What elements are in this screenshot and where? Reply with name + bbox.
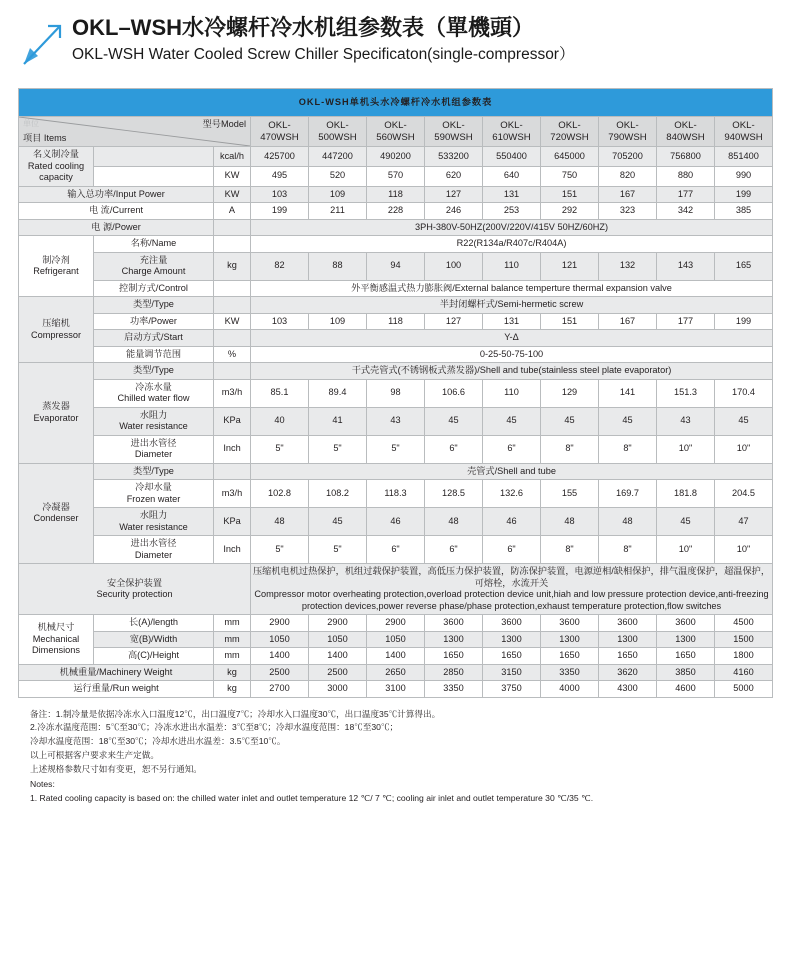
row-value: 570 bbox=[367, 166, 425, 186]
row-value: 3000 bbox=[309, 681, 367, 698]
table-row bbox=[19, 147, 773, 167]
row-value: 89.4 bbox=[309, 379, 367, 407]
row-merged-value: 外平衡感温式热力膨胀阀/External balance temperture thermal expansion valve bbox=[251, 280, 773, 297]
row-label: 类型/Type bbox=[94, 463, 214, 480]
table-row bbox=[19, 508, 773, 536]
row-value: 4160 bbox=[715, 664, 773, 681]
row-value: 1800 bbox=[715, 648, 773, 665]
spec-table bbox=[18, 88, 773, 698]
row-value: 6" bbox=[483, 536, 541, 564]
table-row bbox=[19, 346, 773, 363]
row-unit bbox=[214, 236, 251, 253]
row-value: 45 bbox=[309, 508, 367, 536]
dimension-row bbox=[19, 615, 773, 632]
row-value: 199 bbox=[251, 203, 309, 220]
weight-row bbox=[19, 664, 773, 681]
security-label: 安全保护装置 Security protection bbox=[19, 564, 251, 615]
row-value: 132 bbox=[599, 252, 657, 280]
row-value: 131 bbox=[483, 186, 541, 203]
row-value: 1300 bbox=[541, 631, 599, 648]
row-unit: kg bbox=[214, 681, 251, 698]
row-value: 6" bbox=[483, 435, 541, 463]
row-unit: A bbox=[214, 203, 251, 220]
row-unit: KW bbox=[214, 166, 251, 186]
row-value: 990 bbox=[715, 166, 773, 186]
row-value: 143 bbox=[657, 252, 715, 280]
row-value: 199 bbox=[715, 186, 773, 203]
row-value: 45 bbox=[657, 508, 715, 536]
row-value: 1300 bbox=[425, 631, 483, 648]
row-merged-value: Y-Δ bbox=[251, 330, 773, 347]
row-unit bbox=[214, 297, 251, 314]
model-header-1: OKL- 500WSH bbox=[309, 117, 367, 147]
row-value: 151 bbox=[541, 186, 599, 203]
row-value: 167 bbox=[599, 313, 657, 330]
row-value: 131 bbox=[483, 313, 541, 330]
row-value: 550400 bbox=[483, 147, 541, 167]
row-value: 3620 bbox=[599, 664, 657, 681]
row-value: 8" bbox=[541, 435, 599, 463]
row-value: 2700 bbox=[251, 681, 309, 698]
model-header-4: OKL- 610WSH bbox=[483, 117, 541, 147]
page-header bbox=[0, 0, 790, 76]
row-value: 4000 bbox=[541, 681, 599, 698]
row-value: 8" bbox=[599, 536, 657, 564]
table-row bbox=[19, 313, 773, 330]
row-value: 1300 bbox=[483, 631, 541, 648]
row-value: 6" bbox=[425, 536, 483, 564]
row-value: 88 bbox=[309, 252, 367, 280]
row-value: 3600 bbox=[599, 615, 657, 632]
row-value: 118 bbox=[367, 186, 425, 203]
row-value: 3750 bbox=[483, 681, 541, 698]
row-value: 10" bbox=[715, 536, 773, 564]
row-value: 1650 bbox=[483, 648, 541, 665]
row-label bbox=[94, 166, 214, 186]
row-value: 228 bbox=[367, 203, 425, 220]
row-value: 110 bbox=[483, 252, 541, 280]
row-value: 2500 bbox=[251, 664, 309, 681]
row-value: 170.4 bbox=[715, 379, 773, 407]
row-label: 启动方式/Start bbox=[94, 330, 214, 347]
row-value: 109 bbox=[309, 186, 367, 203]
row-value: 10" bbox=[657, 435, 715, 463]
row-value: 43 bbox=[657, 407, 715, 435]
row-value: 103 bbox=[251, 186, 309, 203]
row-value: 10" bbox=[715, 435, 773, 463]
row-merged-value: 干式壳管式(不锈钢板式蒸发器)/Shell and tube(stainless steel plate evaporator) bbox=[251, 363, 773, 380]
row-value: 425700 bbox=[251, 147, 309, 167]
row-value: 121 bbox=[541, 252, 599, 280]
note-line-cn: 2.冷冻水温度范围：5℃至30℃；冷冻水进出水温差：3℃至8℃；冷却水温度范围：18℃至30℃； bbox=[30, 722, 399, 733]
row-value: 495 bbox=[251, 166, 309, 186]
row-value: 151 bbox=[541, 313, 599, 330]
row-value: 756800 bbox=[657, 147, 715, 167]
row-value: 85.1 bbox=[251, 379, 309, 407]
row-value: 204.5 bbox=[715, 480, 773, 508]
row-value: 1500 bbox=[715, 631, 773, 648]
arrow-logo-icon bbox=[18, 18, 70, 70]
row-value: 98 bbox=[367, 379, 425, 407]
note-line-cn: 上述规格参数尺寸如有变更，恕不另行通知。 bbox=[30, 763, 202, 774]
page-subtitle: OKL-WSH Water Cooled Screw Chiller Specificaton(single-compressor） bbox=[72, 45, 575, 63]
row-merged-value: R22(R134a/R407c/R404A) bbox=[251, 236, 773, 253]
row-value: 3600 bbox=[541, 615, 599, 632]
row-value: 10" bbox=[657, 536, 715, 564]
note-line-cn: 冷却水温度范围：18℃至30℃；冷却水进出水温差：3.5℃至10℃。 bbox=[30, 736, 286, 746]
table-row bbox=[19, 166, 773, 186]
row-value: 45 bbox=[541, 407, 599, 435]
table-row bbox=[19, 536, 773, 564]
unit-ghost-label: 单位 bbox=[23, 119, 39, 128]
items-label: 项目 Items bbox=[23, 132, 67, 143]
row-value: 292 bbox=[541, 203, 599, 220]
row-unit: Inch bbox=[214, 536, 251, 564]
row-value: 3350 bbox=[425, 681, 483, 698]
row-label: 冷却水量 Frozen water bbox=[94, 480, 214, 508]
row-label: 电 流/Current bbox=[19, 203, 214, 220]
note-line-en: 1. Rated cooling capacity is based on: the chilled water inlet and outlet temperature 12 ℃/ 7 ℃; cooling air inlet and outlet temperature 30 ℃/35 ℃. bbox=[30, 793, 594, 803]
row-label: 能量调节范围 bbox=[94, 346, 214, 363]
row-value: 5" bbox=[251, 536, 309, 564]
row-value: 103 bbox=[251, 313, 309, 330]
row-value: 851400 bbox=[715, 147, 773, 167]
row-value: 118 bbox=[367, 313, 425, 330]
row-unit: mm bbox=[214, 615, 251, 632]
row-unit: KPa bbox=[214, 407, 251, 435]
row-label: 水阻力 Water resistance bbox=[94, 508, 214, 536]
row-label: 进出水管径 Diameter bbox=[94, 536, 214, 564]
row-value: 5" bbox=[367, 435, 425, 463]
row-value: 533200 bbox=[425, 147, 483, 167]
row-unit: m3/h bbox=[214, 480, 251, 508]
row-value: 5000 bbox=[715, 681, 773, 698]
row-unit: Inch bbox=[214, 435, 251, 463]
row-value: 3850 bbox=[657, 664, 715, 681]
row-value: 45 bbox=[715, 407, 773, 435]
row-value: 177 bbox=[657, 186, 715, 203]
row-value: 211 bbox=[309, 203, 367, 220]
row-value: 108.2 bbox=[309, 480, 367, 508]
row-group-label: 蒸发器 Evaporator bbox=[19, 363, 94, 464]
weight-row bbox=[19, 681, 773, 698]
model-header-5: OKL- 720WSH bbox=[541, 117, 599, 147]
row-value: 141 bbox=[599, 379, 657, 407]
row-value: 520 bbox=[309, 166, 367, 186]
row-value: 640 bbox=[483, 166, 541, 186]
row-value: 40 bbox=[251, 407, 309, 435]
row-value: 48 bbox=[251, 508, 309, 536]
row-value: 48 bbox=[599, 508, 657, 536]
row-value: 45 bbox=[599, 407, 657, 435]
table-row bbox=[19, 203, 773, 220]
row-value: 6" bbox=[425, 435, 483, 463]
row-value: 1650 bbox=[541, 648, 599, 665]
row-value: 169.7 bbox=[599, 480, 657, 508]
row-value: 82 bbox=[251, 252, 309, 280]
row-value: 705200 bbox=[599, 147, 657, 167]
row-label: 进出水管径 Diameter bbox=[94, 435, 214, 463]
row-group-label: 冷凝器 Condenser bbox=[19, 463, 94, 564]
row-value: 48 bbox=[425, 508, 483, 536]
row-value: 45 bbox=[483, 407, 541, 435]
model-header-7: OKL- 840WSH bbox=[657, 117, 715, 147]
row-label: 运行重量/Run weight bbox=[19, 681, 214, 698]
row-value: 165 bbox=[715, 252, 773, 280]
row-value: 181.8 bbox=[657, 480, 715, 508]
row-unit: kg bbox=[214, 252, 251, 280]
row-unit bbox=[214, 280, 251, 297]
row-value: 4600 bbox=[657, 681, 715, 698]
row-value: 750 bbox=[541, 166, 599, 186]
row-unit: mm bbox=[214, 631, 251, 648]
row-value: 2500 bbox=[309, 664, 367, 681]
row-label: 宽(B)/Width bbox=[94, 631, 214, 648]
row-value: 447200 bbox=[309, 147, 367, 167]
corner-header-cell bbox=[19, 117, 251, 147]
row-label: 长(A)/length bbox=[94, 615, 214, 632]
row-label: 功率/Power bbox=[94, 313, 214, 330]
row-value: 8" bbox=[599, 435, 657, 463]
row-value: 46 bbox=[367, 508, 425, 536]
row-label bbox=[94, 147, 214, 167]
row-value: 46 bbox=[483, 508, 541, 536]
table-row bbox=[19, 463, 773, 480]
row-value: 3600 bbox=[425, 615, 483, 632]
row-value: 2650 bbox=[367, 664, 425, 681]
row-value: 127 bbox=[425, 186, 483, 203]
row-group-label: 制冷剂 Refrigerant bbox=[19, 236, 94, 297]
table-banner-row bbox=[19, 89, 773, 117]
row-value: 1050 bbox=[309, 631, 367, 648]
row-value: 199 bbox=[715, 313, 773, 330]
row-value: 4300 bbox=[599, 681, 657, 698]
row-value: 4500 bbox=[715, 615, 773, 632]
row-label: 名称/Name bbox=[94, 236, 214, 253]
row-unit: KPa bbox=[214, 508, 251, 536]
row-value: 820 bbox=[599, 166, 657, 186]
row-unit: KW bbox=[214, 186, 251, 203]
row-value: 1050 bbox=[251, 631, 309, 648]
row-merged-value: 壳管式/Shell and tube bbox=[251, 463, 773, 480]
row-value: 3150 bbox=[483, 664, 541, 681]
table-row bbox=[19, 379, 773, 407]
table-row bbox=[19, 407, 773, 435]
table-row bbox=[19, 280, 773, 297]
row-value: 127 bbox=[425, 313, 483, 330]
row-value: 1300 bbox=[657, 631, 715, 648]
dimension-row bbox=[19, 631, 773, 648]
row-value: 102.8 bbox=[251, 480, 309, 508]
row-value: 2850 bbox=[425, 664, 483, 681]
row-value: 385 bbox=[715, 203, 773, 220]
table-row bbox=[19, 236, 773, 253]
row-value: 2900 bbox=[367, 615, 425, 632]
row-value: 1300 bbox=[599, 631, 657, 648]
row-value: 129 bbox=[541, 379, 599, 407]
row-value: 5" bbox=[251, 435, 309, 463]
spec-table-wrap bbox=[0, 76, 790, 698]
row-value: 45 bbox=[425, 407, 483, 435]
note-line-cn: 备注：1.制冷量是依据冷冻水入口温度12℃，出口温度7℃；冷却水入口温度30℃，出口温度35℃计算得出。 bbox=[30, 708, 441, 719]
table-row bbox=[19, 435, 773, 463]
row-value: 342 bbox=[657, 203, 715, 220]
row-unit bbox=[214, 330, 251, 347]
page-title: OKL–WSH水冷螺杆冷水机组参数表（單機頭） bbox=[72, 15, 535, 40]
row-unit: mm bbox=[214, 648, 251, 665]
row-label: 水阻力 Water resistance bbox=[94, 407, 214, 435]
row-value: 2900 bbox=[309, 615, 367, 632]
row-unit bbox=[214, 363, 251, 380]
row-unit bbox=[214, 219, 251, 236]
row-value: 3600 bbox=[657, 615, 715, 632]
model-header-6: OKL- 790WSH bbox=[599, 117, 657, 147]
table-banner: OKL-WSH单机头水冷螺杆冷水机组参数表 bbox=[19, 89, 773, 117]
table-row bbox=[19, 219, 773, 236]
row-label: 冷冻水量 Chilled water flow bbox=[94, 379, 214, 407]
row-value: 3600 bbox=[483, 615, 541, 632]
row-value: 47 bbox=[715, 508, 773, 536]
row-value: 246 bbox=[425, 203, 483, 220]
row-value: 6" bbox=[367, 536, 425, 564]
row-value: 110 bbox=[483, 379, 541, 407]
row-unit: kg bbox=[214, 664, 251, 681]
row-unit: m3/h bbox=[214, 379, 251, 407]
row-value: 106.6 bbox=[425, 379, 483, 407]
row-value: 100 bbox=[425, 252, 483, 280]
model-header-2: OKL- 560WSH bbox=[367, 117, 425, 147]
row-value: 94 bbox=[367, 252, 425, 280]
row-value: 880 bbox=[657, 166, 715, 186]
row-value: 1400 bbox=[251, 648, 309, 665]
row-unit bbox=[214, 463, 251, 480]
row-label: 机械重量/Machinery Weight bbox=[19, 664, 214, 681]
row-value: 253 bbox=[483, 203, 541, 220]
table-row bbox=[19, 480, 773, 508]
row-value: 177 bbox=[657, 313, 715, 330]
security-row bbox=[19, 564, 773, 615]
row-label: 输入总功率/Input Power bbox=[19, 186, 214, 203]
security-text: 压缩机电机过热保护，机组过载保护装置，高低压力保护装置，防冻保护装置，电源逆相/缺相保护，排气温度保护，超温保护，可熔栓，水流开关 Compressor motor overheating protection,overload protection device unit,hiah and low pressure protection device,anti-freezing protection devices,power reverse phase/phase protection,exhaust temperature protection,flow switches bbox=[251, 564, 773, 615]
row-value: 118.3 bbox=[367, 480, 425, 508]
row-value: 128.5 bbox=[425, 480, 483, 508]
notes-en-title: Notes: bbox=[30, 779, 55, 790]
table-row bbox=[19, 186, 773, 203]
row-group-label: 名义制冷量 Rated cooling capacity bbox=[19, 147, 94, 187]
dimension-row bbox=[19, 648, 773, 665]
row-label: 控制方式/Control bbox=[94, 280, 214, 297]
row-label: 类型/Type bbox=[94, 297, 214, 314]
row-value: 5" bbox=[309, 435, 367, 463]
row-label: 高(C)/Height bbox=[94, 648, 214, 665]
dimensions-group-label: 机械尺寸 Mechanical Dimensions bbox=[19, 615, 94, 665]
row-value: 1050 bbox=[367, 631, 425, 648]
row-value: 48 bbox=[541, 508, 599, 536]
note-line-cn: 以上可根据客户要求来生产定做。 bbox=[30, 749, 159, 760]
row-merged-value: 0-25-50-75-100 bbox=[251, 346, 773, 363]
row-unit: KW bbox=[214, 313, 251, 330]
row-unit: kcal/h bbox=[214, 147, 251, 167]
row-value: 151.3 bbox=[657, 379, 715, 407]
row-value: 620 bbox=[425, 166, 483, 186]
row-value: 1400 bbox=[367, 648, 425, 665]
model-header-8: OKL- 940WSH bbox=[715, 117, 773, 147]
model-header-3: OKL- 590WSH bbox=[425, 117, 483, 147]
row-value: 645000 bbox=[541, 147, 599, 167]
row-value: 41 bbox=[309, 407, 367, 435]
row-value: 8" bbox=[541, 536, 599, 564]
row-value: 1650 bbox=[425, 648, 483, 665]
row-label: 电 源/Power bbox=[19, 219, 214, 236]
row-value: 1400 bbox=[309, 648, 367, 665]
model-label: 型号Model bbox=[202, 119, 246, 129]
row-label: 充注量 Charge Amount bbox=[94, 252, 214, 280]
row-value: 323 bbox=[599, 203, 657, 220]
table-row bbox=[19, 363, 773, 380]
row-value: 109 bbox=[309, 313, 367, 330]
model-header-0: OKL- 470WSH bbox=[251, 117, 309, 147]
row-unit: % bbox=[214, 346, 251, 363]
row-value: 3350 bbox=[541, 664, 599, 681]
row-value: 2900 bbox=[251, 615, 309, 632]
table-row bbox=[19, 297, 773, 314]
row-value: 5" bbox=[309, 536, 367, 564]
row-value: 3100 bbox=[367, 681, 425, 698]
table-row bbox=[19, 330, 773, 347]
row-value: 43 bbox=[367, 407, 425, 435]
row-value: 132.6 bbox=[483, 480, 541, 508]
row-label: 类型/Type bbox=[94, 363, 214, 380]
notes-block bbox=[0, 698, 790, 822]
table-header-row bbox=[19, 117, 773, 147]
row-value: 1650 bbox=[599, 648, 657, 665]
row-value: 167 bbox=[599, 186, 657, 203]
row-merged-value: 3PH-380V-50HZ(200V/220V/415V 50HZ/60HZ) bbox=[251, 219, 773, 236]
table-row bbox=[19, 252, 773, 280]
row-merged-value: 半封闭螺杆式/Semi-hermetic screw bbox=[251, 297, 773, 314]
row-value: 1650 bbox=[657, 648, 715, 665]
row-value: 490200 bbox=[367, 147, 425, 167]
row-value: 155 bbox=[541, 480, 599, 508]
row-group-label: 压缩机 Compressor bbox=[19, 297, 94, 363]
